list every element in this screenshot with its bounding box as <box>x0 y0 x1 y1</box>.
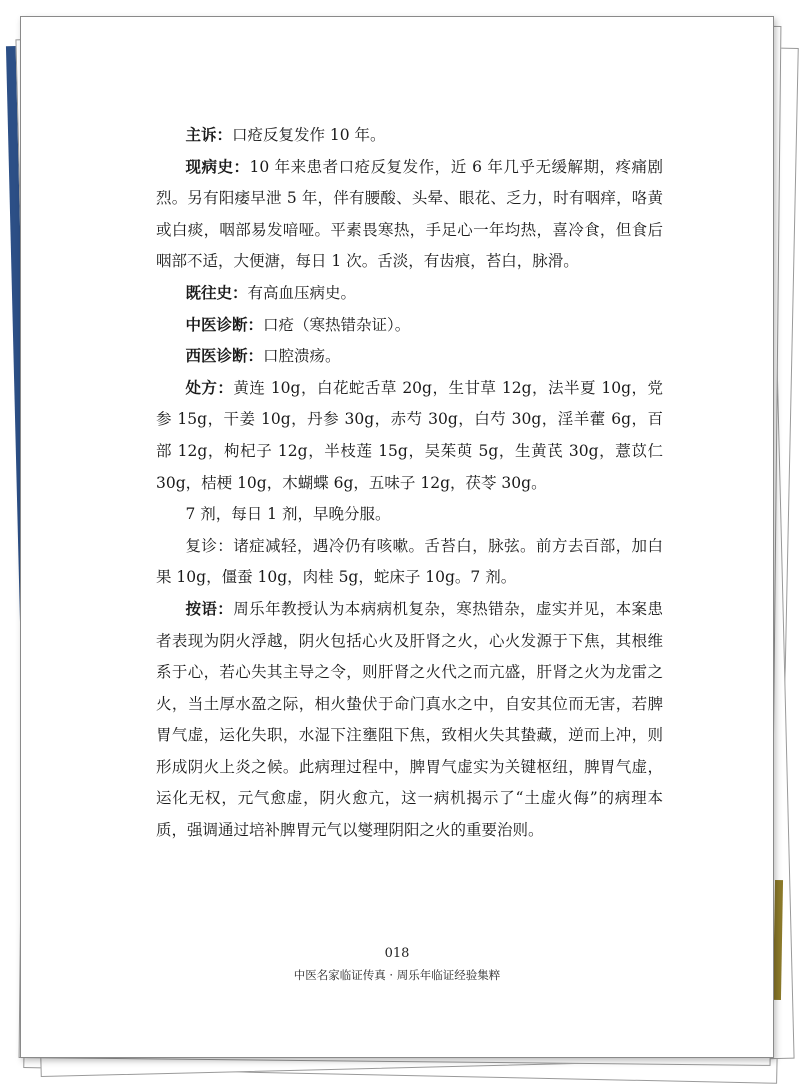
past-history-text: 有高血压病史。 <box>247 283 356 302</box>
prescription-label: 处方： <box>185 378 234 397</box>
present-illness-paragraph <box>156 152 663 278</box>
past-history-label: 既往史： <box>185 283 248 302</box>
case-record-text <box>156 120 663 847</box>
chief-complaint-paragraph <box>156 120 663 152</box>
past-history-paragraph <box>156 278 663 310</box>
commentary-label: 按语： <box>185 599 234 618</box>
chief-complaint-label: 主诉： <box>185 126 232 144</box>
page-number: 018 <box>384 946 410 961</box>
present-illness-text: 10 年来患者口疮反复发作，近 6 年几乎无缓解期，疼痛剧烈。另有阳痿早泄 5 年，伴有腰酸、头晕、眼花、乏力，时有咽痒，咯黄或白痰，咽部易发喑哑。平素畏寒热，手足心一年均热，喜冷食，但食后咽部不适，大便溏，每日 1 次。舌淡，有齿痕，苔白，脉滑。 <box>156 157 663 271</box>
western-diagnosis-text: 口腔溃疡。 <box>262 347 341 366</box>
chief-complaint-text: 口疮反复发作 10 年。 <box>231 126 386 144</box>
tcm-diagnosis-text: 口疮（寒热错杂证）。 <box>262 315 411 334</box>
prescription-paragraph <box>156 373 663 499</box>
present-illness-label: 现病史： <box>185 157 250 176</box>
dosage-text: 7 剂，每日 1 剂，早晚分服。 <box>185 505 391 524</box>
western-diagnosis-paragraph <box>156 341 663 373</box>
dosage-paragraph <box>156 499 663 531</box>
document-page <box>20 16 774 1058</box>
follow-up-paragraph <box>156 531 663 594</box>
tcm-diagnosis-paragraph <box>156 310 663 342</box>
book-title: 中医名家临证传真 · 周乐年临证经验集粹 <box>293 968 501 982</box>
commentary-paragraph <box>156 594 663 847</box>
follow-up-text: 复诊：诸症减轻，遇冷仍有咳嗽。舌苔白，脉弦。前方去百部，加白果 10g，僵蚕 10g，肉桂 5g，蛇床子 10g。7 剂。 <box>156 536 663 587</box>
tcm-diagnosis-label: 中医诊断： <box>185 315 263 334</box>
prescription-text: 黄连 10g，白花蛇舌草 20g，生甘草 12g，法半夏 10g，党参 15g，干姜 10g，丹参 30g，赤芍 30g，白芍 30g，淫羊藿 6g，百部 12g，枸杞子 12g，半枝莲 15g，吴茱萸 5g，生黄芪 30g，薏苡仁 30g，桔梗 10g，木蝴蝶 6g，五味子 12g，茯苓 30g。 <box>156 378 663 492</box>
commentary-text: 周乐年教授认为本病病机复杂，寒热错杂，虚实并见，本案患者表现为阴火浮越，阴火包括心火及肝肾之火，心火发源于下焦，其根维系于心，若心失其主导之令，则肝肾之火代之而亢盛，肝肾之火为龙雷之火，当土厚水盈之际，相火蛰伏于命门真水之中，自安其位而无害，若脾胃气虚，运化失职，水湿下注壅阻下焦，致相火失其蛰藏，逆而上冲，则形成阴火上炎之候。此病理过程中，脾胃气虚实为关键枢纽，脾胃气虚，运化无权，元气愈虚，阴火愈亢，这一病机揭示了“土虚火侮”的病理本质，强调通过培补脾胃元气以燮理阴阳之火的重要治则。 <box>156 599 663 840</box>
western-diagnosis-label: 西医诊断： <box>185 347 263 366</box>
